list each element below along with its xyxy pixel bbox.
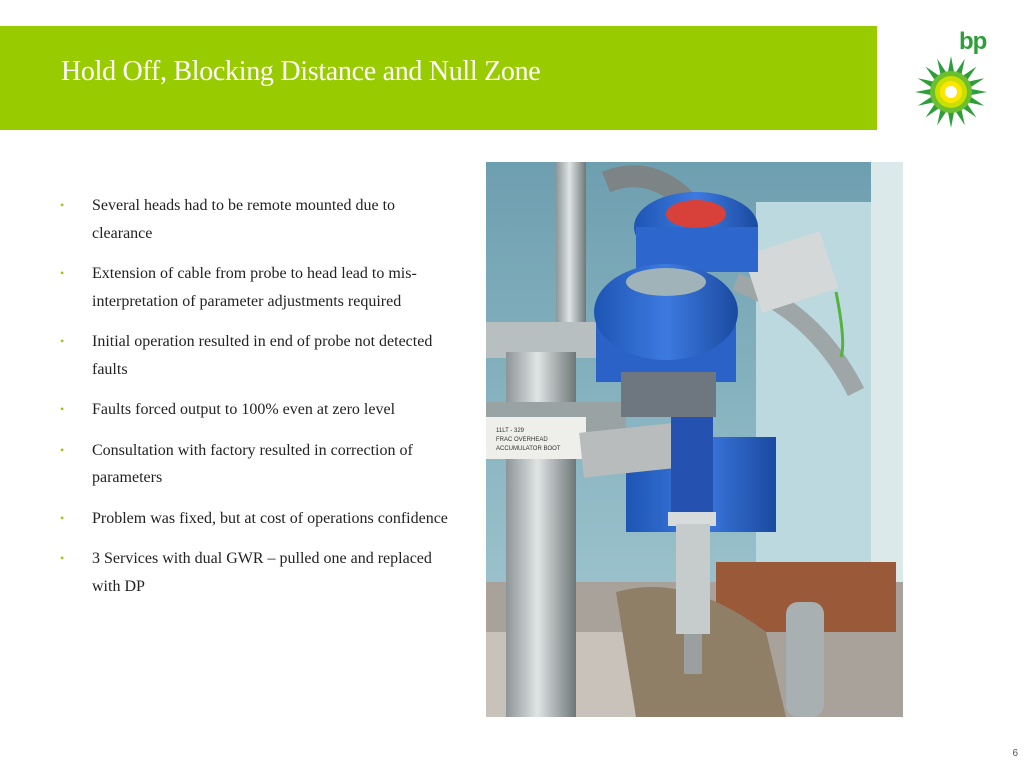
- bullet-item: [60, 437, 455, 492]
- bullet-item: [60, 545, 455, 600]
- bullet-text: Faults forced output to 100% even at zero level: [92, 401, 396, 418]
- bullet-item: [60, 260, 455, 315]
- bullet-dot: •: [60, 198, 65, 212]
- bullet-text: Initial operation resulted in end of probe not detected faults: [92, 333, 433, 378]
- bullet-item: [60, 192, 455, 247]
- page-number: 6: [1012, 748, 1018, 759]
- bullet-dot: •: [60, 402, 65, 416]
- bullet-text: Several heads had to be remote mounted due to clearance: [92, 197, 396, 242]
- bullet-text: Problem was fixed, but at cost of operations confidence: [92, 509, 448, 527]
- bullet-item: [60, 505, 455, 533]
- photo-tag-line: FRAC OVERHEAD: [496, 437, 548, 443]
- bullet-text: 3 Services with dual GWR – pulled one and replaced with DP: [92, 550, 432, 595]
- slide-title: Hold Off, Blocking Distance and Null Zone: [61, 56, 541, 87]
- bullet-item: [60, 396, 455, 424]
- bullet-dot: •: [60, 266, 65, 280]
- photo-tag-line: 11LT - 329: [496, 428, 525, 434]
- bullet-dot: •: [60, 551, 65, 565]
- photo-illustration: [486, 162, 903, 717]
- photo-tag-line: ACCUMULATOR BOOT: [496, 446, 561, 452]
- bp-helios-logo-icon: [914, 55, 988, 129]
- bp-logo-text: bp: [959, 28, 987, 55]
- bullet-text: Consultation with factory resulted in correction of parameters: [92, 441, 413, 486]
- bullet-dot: •: [60, 442, 65, 457]
- bullet-list: [60, 192, 455, 613]
- bullet-item: [60, 328, 455, 383]
- bullet-text: Extension of cable from probe to head lead to mis-interpretation of parameter adjustments required: [92, 265, 417, 310]
- guided-wave-radar-transmitter-photo: [486, 162, 903, 717]
- bullet-dot: •: [60, 334, 65, 348]
- bullet-dot: •: [60, 510, 65, 525]
